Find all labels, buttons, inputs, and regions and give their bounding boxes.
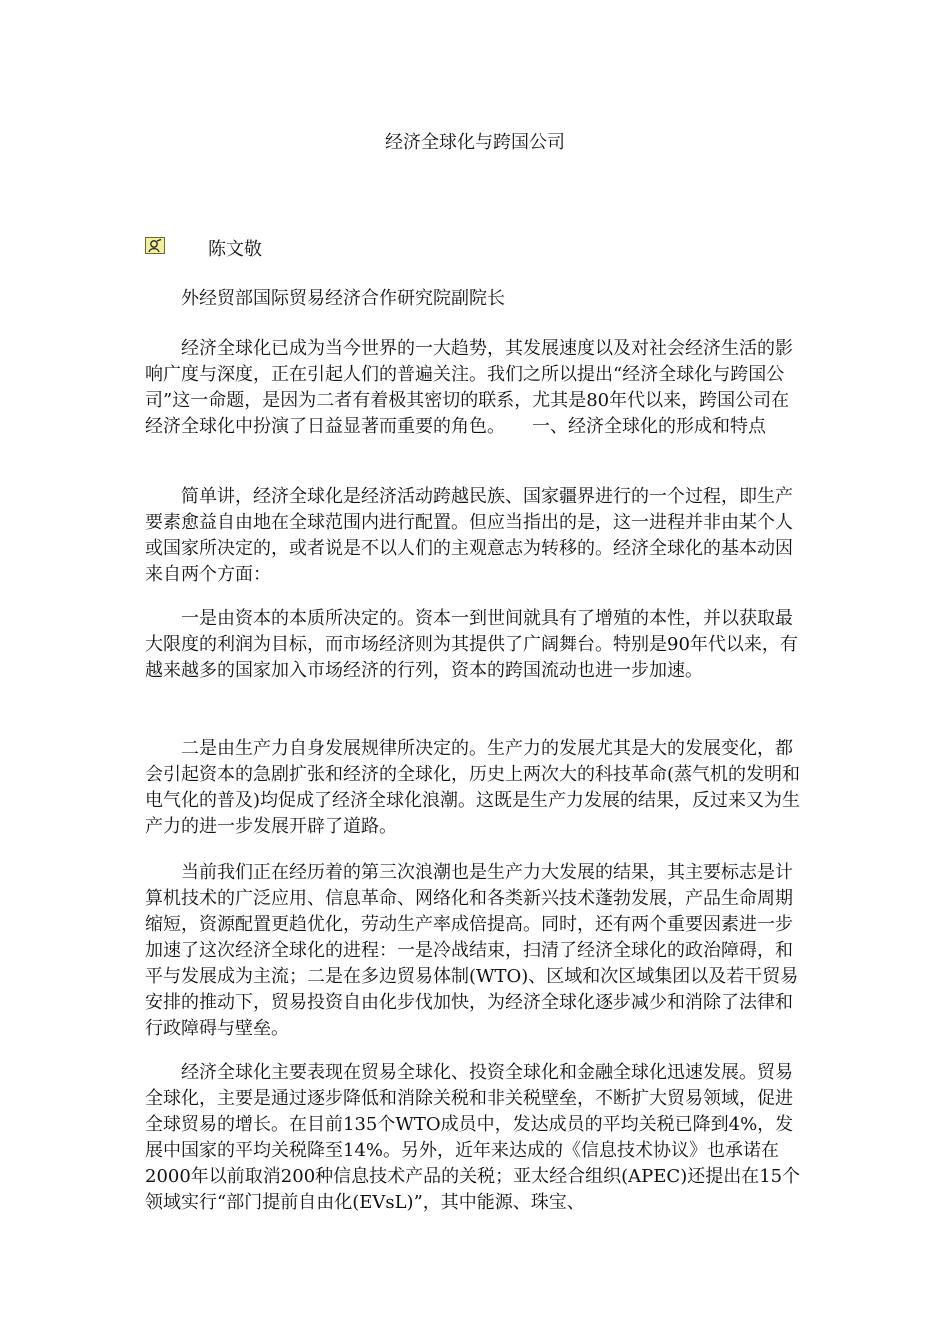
body-paragraph: 一是由资本的本质所决定的。资本一到世间就具有了增殖的本性，并以获取最大限度的利润为目标，而市场经济则为其提供了广阔舞台。特别是90年代以来，有越来越多的国家加入市场经济的行列，资本的跨国流动也进一步加速。 [145, 608, 798, 681]
user-edit-icon [145, 237, 165, 254]
body-paragraph: 简单讲，经济全球化是经济活动跨越民族、国家疆界进行的一个过程，即生产要素愈益自由地在全球范围内进行配置。但应当指出的是，这一进程并非由某个人或国家所决定的，或者说是不以人们的主观意志为转移的。经济全球化的基本动因来自两个方面： [145, 486, 793, 585]
body-paragraph: 经济全球化主要表现在贸易全球化、投资全球化和金融全球化迅速发展。贸易全球化，主要是通过逐步降低和消除关税和非关税壁垒，不断扩大贸易领域，促进全球贸易的增长。在目前135个WTO成员中，发达成员的平均关税已降到4%，发展中国家的平均关税降至14%。另外，近年来达成的《信息技术协议》也承诺在2000年以前取消200种信息技术产品的关税；亚太经合组织(APEC)还提出在15个领域实行“部门提前自由化(EVsL)”，其中能源、珠宝、 [145, 1062, 801, 1213]
body-paragraph: 当前我们正在经历着的第三次浪潮也是生产力大发展的结果，其主要标志是计算机技术的广泛应用、信息革命、网络化和各类新兴技术蓬勃发展，产品生命周期缩短，资源配置更趋优化，劳动生产率成倍提高。同时，还有两个重要因素进一步加速了这次经济全球化的进程：一是冷战结束，扫清了经济全球化的政治障碍，和平与发展成为主流；二是在多边贸易体制(WTO)、区域和次区域集团以及若干贸易安排的推动下，贸易投资自由化步伐加快，为经济全球化逐步减少和消除了法律和行政障碍与壁垒。 [145, 862, 799, 1039]
author-name: 陈文敬 [208, 239, 262, 260]
author-affiliation: 外经贸部国际贸易经济合作研究院副院长 [181, 288, 505, 309]
body-paragraph: 经济全球化已成为当今世界的一大趋势，其发展速度以及对社会经济生活的影响广度与深度，正在引起人们的普遍关注。我们之所以提出“经济全球化与跨国公司”这一命题，是因为二者有着极其密切的联系，尤其是80年代以来，跨国公司在经济全球化中扮演了日益显著而重要的角色。 一、经济全球化的形成和特点 [145, 338, 793, 437]
document-title: 经济全球化与跨国公司 [385, 132, 565, 153]
body-paragraph: 二是由生产力自身发展规律所决定的。生产力的发展尤其是大的发展变化，都会引起资本的急剧扩张和经济的全球化，历史上两次大的科技革命(蒸气机的发明和电气化的普及)均促成了经济全球化浪潮。这既是生产力发展的结果，反过来又为生产力的进一步发展开辟了道路。 [145, 738, 801, 837]
